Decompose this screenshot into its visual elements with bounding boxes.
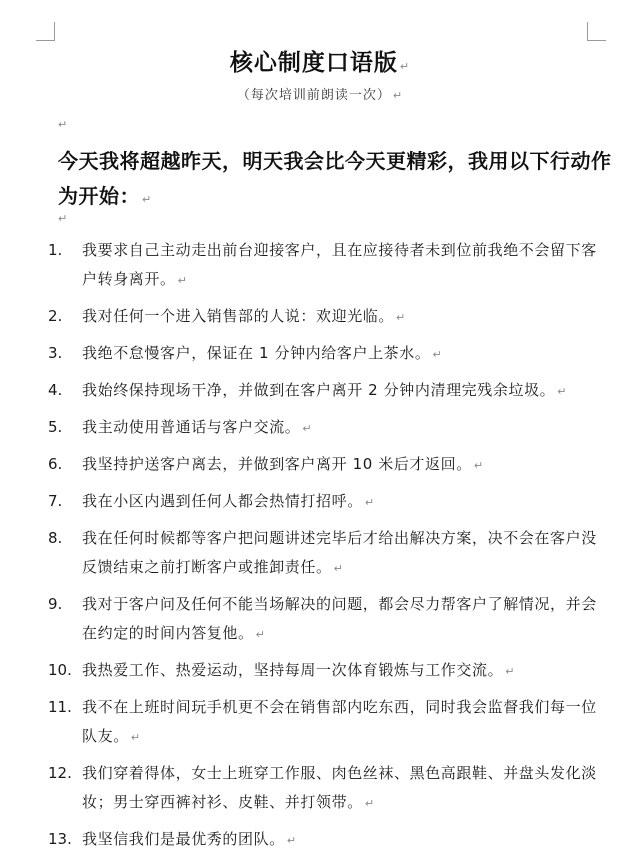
paragraph-mark: ↵ xyxy=(130,731,141,744)
paragraph-mark: ↵ xyxy=(177,274,188,287)
list-item-body: 我热爱工作、热爱运动，坚持每周一次体育锻炼与工作交流。 xyxy=(82,661,504,679)
list-item-number: 5. xyxy=(48,418,63,436)
list-item-number: 6. xyxy=(48,455,63,473)
list-item-number: 7. xyxy=(48,492,63,510)
paragraph-mark: ↵ xyxy=(58,212,68,225)
list-item-text xyxy=(82,693,608,752)
numbered-list xyxy=(48,236,608,851)
list-item xyxy=(48,524,608,583)
list-item-text xyxy=(82,656,608,686)
list-item xyxy=(48,825,608,851)
list-item-number: 1. xyxy=(48,241,63,259)
list-item-body: 我要求自己主动走出前台迎接客户，且在应接待者未到位前我绝不会留下客户转身离开。 xyxy=(82,241,597,288)
list-item-text xyxy=(82,236,608,295)
crop-mark-top-left xyxy=(36,22,55,41)
paragraph-mark: ↵ xyxy=(396,311,406,324)
list-item-number: 4. xyxy=(48,381,63,399)
paragraph-mark: ↵ xyxy=(364,496,375,509)
list-item xyxy=(48,590,608,649)
list-item-text xyxy=(82,524,608,583)
paragraph-mark: ↵ xyxy=(333,562,344,575)
paragraph-mark: ↵ xyxy=(473,459,484,472)
list-item-number: 9. xyxy=(48,595,63,613)
list-item-text xyxy=(82,487,608,517)
list-item xyxy=(48,236,608,295)
list-item-body: 我始终保持现场干净，并做到在客户离开 2 分钟内清理完残余垃圾。 xyxy=(82,381,556,399)
list-item-body: 我坚信我们是最优秀的团队。 xyxy=(82,830,285,848)
list-item-number: 10. xyxy=(48,661,72,679)
intro-text: 今天我将超越昨天，明天我会比今天更精彩，我用以下行动作为开始： xyxy=(58,149,612,208)
list-item-body: 我绝不怠慢客户，保证在 1 分钟内给客户上茶水。 xyxy=(82,344,431,362)
paragraph-mark: ↵ xyxy=(255,628,266,641)
list-item xyxy=(48,339,608,369)
paragraph-mark: ↵ xyxy=(505,665,516,678)
list-item xyxy=(48,693,608,752)
document-title-text: 核心制度口语版 xyxy=(229,50,398,76)
list-item xyxy=(48,302,608,332)
paragraph-mark: ↵ xyxy=(392,89,404,102)
list-item xyxy=(48,656,608,686)
list-item-number: 2. xyxy=(48,307,63,325)
paragraph-mark: ↵ xyxy=(557,385,568,398)
list-item-number: 3. xyxy=(48,344,63,362)
list-item-text xyxy=(82,759,608,818)
list-item-text xyxy=(82,590,608,649)
list-item-body: 我在任何时候都等客户把问题讲述完毕后才给出解决方案，决不会在客户没反馈结束之前打断客户或推卸责任。 xyxy=(82,529,597,576)
list-item-body: 我坚持护送客户离去，并做到客户离开 10 米后才返回。 xyxy=(82,455,472,473)
list-item-text xyxy=(82,339,608,369)
list-item xyxy=(48,413,608,443)
paragraph-mark: ↵ xyxy=(286,834,297,847)
paragraph-mark: ↵ xyxy=(58,118,68,131)
paragraph-mark: ↵ xyxy=(364,797,375,810)
list-item-body: 我在小区内遇到任何人都会热情打招呼。 xyxy=(82,492,363,510)
list-item xyxy=(48,487,608,517)
crop-mark-top-right xyxy=(587,22,606,41)
list-item-text xyxy=(82,413,608,443)
list-item-text xyxy=(82,302,608,332)
paragraph-mark: ↵ xyxy=(302,422,313,435)
list-item-number: 8. xyxy=(48,529,63,547)
intro-paragraph xyxy=(58,144,618,217)
list-item xyxy=(48,450,608,480)
document-subtitle xyxy=(0,84,640,103)
paragraph-mark: ↵ xyxy=(399,60,411,73)
list-item xyxy=(48,376,608,406)
document-subtitle-text: （每次培训前朗读一次） xyxy=(236,88,391,103)
list-item-body: 我们穿着得体，女士上班穿工作服、肉色丝袜、黑色高跟鞋、并盘头发化淡妆；男士穿西裤衬衫、皮鞋、并打领带。 xyxy=(82,764,597,811)
list-item xyxy=(48,759,608,818)
paragraph-mark: ↵ xyxy=(432,348,443,361)
list-item-body: 我主动使用普通话与客户交流。 xyxy=(82,418,301,436)
list-item-text xyxy=(82,825,608,851)
list-item-text xyxy=(82,450,608,480)
list-item-number: 12. xyxy=(48,764,72,782)
list-item-number: 11. xyxy=(48,698,72,716)
list-item-body: 我不在上班时间玩手机更不会在销售部内吃东西，同时我会监督我们每一位队友。 xyxy=(82,698,597,745)
list-item-body: 我对任何一个进入销售部的人说：欢迎光临。 xyxy=(82,307,395,325)
list-item-number: 13. xyxy=(48,830,72,848)
list-item-body: 我对于客户问及任何不能当场解决的问题，都会尽力帮客户了解情况，并会在约定的时间内答复他。 xyxy=(82,595,597,642)
document-title xyxy=(0,44,640,77)
list-item-text xyxy=(82,376,608,406)
paragraph-mark: ↵ xyxy=(142,193,152,206)
